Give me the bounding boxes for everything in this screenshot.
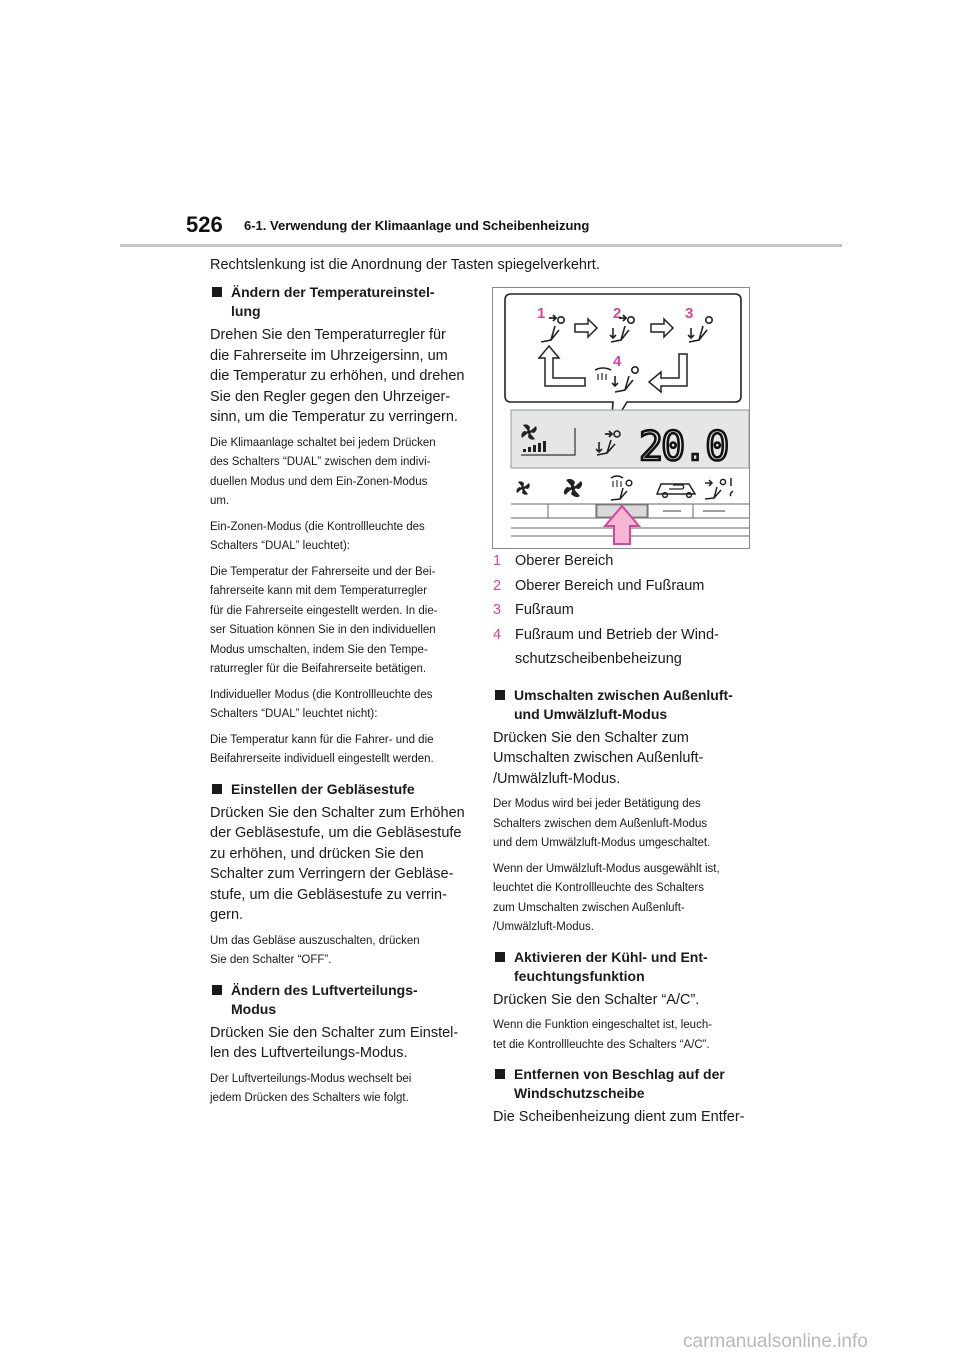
temperature-note-single-zone: Ein-Zonen-Modus (die Kontrollleuchte des Schalters “DUAL” leuchtet): (210, 520, 425, 552)
recirculation-note-1: Der Modus wird bei jeder Betätigung des Schalters zwischen dem Außenluft-Modus und dem Umwälzluft-Modus umgeschaltet. (493, 798, 711, 849)
ac-body: Drücken Sie den Schalter “A/C”. (493, 991, 700, 1008)
fan-note: Um das Gebläse auszuschalten, drücken Sie den Schalter “OFF”. (210, 934, 420, 966)
fan-high-icon (564, 479, 582, 497)
heading-defog: Entfernen von Beschlag auf der Windschutzscheibe (493, 1065, 755, 1103)
square-bullet-icon (495, 690, 505, 700)
temperature-note-single-zone-detail: Die Temperatur der Fahrerseite und der Bei- fahrerseite kann mit dem Temperaturregler für die Fahrerseite eingestellt werden. In die- ser Situation können Sie in den individuellen Modus umschalten, indem Sie den Tempe- raturregler für die Beifahrerseite betätigen. (210, 565, 438, 675)
square-bullet-icon (212, 287, 222, 297)
heading-recirculation: Umschalten zwischen Außenluft- und Umwälzluft-Modus (493, 686, 755, 724)
mode-label-3: 3 (685, 305, 694, 322)
recirculation-body: Drücken Sie den Schalter zum Umschalten zwischen Außenluft- /Umwälzluft-Modus. (493, 729, 704, 787)
recirculation-icon (657, 484, 695, 497)
watermark: carmanualsonline.info (683, 1331, 868, 1352)
heading-temperature-line1: Ändern der Temperatureinstel- (231, 284, 435, 300)
mode-button-icon (611, 476, 632, 500)
heading-fan: Einstellen der Gebläsestufe (210, 780, 468, 799)
square-bullet-icon (212, 784, 222, 794)
fan-low-icon (516, 481, 529, 495)
heading-airflow: Ändern des Luftverteilungs- Modus (210, 981, 468, 1019)
right-column (493, 549, 755, 1128)
square-bullet-icon (495, 952, 505, 962)
climate-panel-illustration (493, 288, 749, 548)
section-title: 6-1. Verwendung der Klimaanlage und Scheibenheizung (244, 218, 590, 233)
climate-panel-figure (492, 287, 750, 549)
heading-ac: Aktivieren der Kühl- und Ent- feuchtungsfunktion (493, 948, 755, 986)
fan-body: Drücken Sie den Schalter zum Erhöhen der Gebläsestufe, um die Gebläsestufe zu erhöhen, und drücken Sie den Schalter zum Verringern der Gebläse- stufe, um die Gebläsestufe zu verrin- gern. (210, 804, 465, 923)
seat-button-icon (705, 478, 733, 499)
mode-label-1: 1 (537, 305, 546, 322)
temperature-note-individual: Individueller Modus (die Kontrollleuchte des Schalters “DUAL” leuchtet nicht): (210, 688, 433, 720)
airflow-note: Der Luftverteilungs-Modus wechselt bei jedem Drücken des Schalters wie folgt. (210, 1072, 412, 1104)
header-rule (120, 244, 842, 247)
temperature-note-dual: Die Klimaanlage schaltet bei jedem Drücken des Schalters “DUAL” zwischen dem indivi- duellen Modus und dem Ein-Zonen-Modus um. (210, 436, 436, 507)
heading-temperature-line2: lung (231, 303, 261, 319)
heading-temperature (210, 283, 468, 321)
list-item: 2 Oberer Bereich und Fußraum (493, 577, 705, 594)
ac-note: Wenn die Funktion eingeschaltet ist, leuch- tet die Kontrollleuchte des Schalters “A/C”. (493, 1019, 713, 1051)
mode-label-4: 4 (613, 353, 622, 370)
recirculation-note-2: Wenn der Umwälzluft-Modus ausgewählt ist, leuchtet die Kontrollleuchte des Schalters zum Umschalten zwischen Außenluft- /Umwälzluft-Modus. (493, 862, 720, 933)
temperature-readout: 20.0 (639, 424, 728, 470)
square-bullet-icon (212, 985, 222, 995)
airflow-body: Drücken Sie den Schalter zum Einstel- len des Luftverteilungs-Modus. (210, 1024, 459, 1061)
airflow-mode-list (493, 549, 755, 672)
temperature-body: Drehen Sie den Temperaturregler für die Fahrerseite im Uhrzeigersinn, um die Temperatur zu erhöhen, und drehen Sie den Regler gegen den Uhrzeiger- sinn, um die Temperatur zu verringern. (210, 327, 465, 425)
list-item: 1 Oberer Bereich (493, 553, 614, 569)
intro-text: Rechtslenkung ist die Anordnung der Tasten spiegelverkehrt. (210, 257, 600, 273)
left-column (210, 283, 468, 1109)
list-item: 3 Fußraum (493, 602, 574, 618)
page-number: 526 (186, 212, 223, 237)
square-bullet-icon (495, 1069, 505, 1079)
list-item: 4 Fußraum und Betrieb der Wind- schutzscheibenbeheizung (493, 626, 719, 667)
mode-label-2: 2 (613, 305, 622, 322)
temperature-note-individual-detail: Die Temperatur kann für die Fahrer- und die Beifahrerseite individuell eingestellt werden. (210, 733, 434, 765)
defog-body: Die Scheibenheizung dient zum Entfer- (493, 1109, 745, 1125)
